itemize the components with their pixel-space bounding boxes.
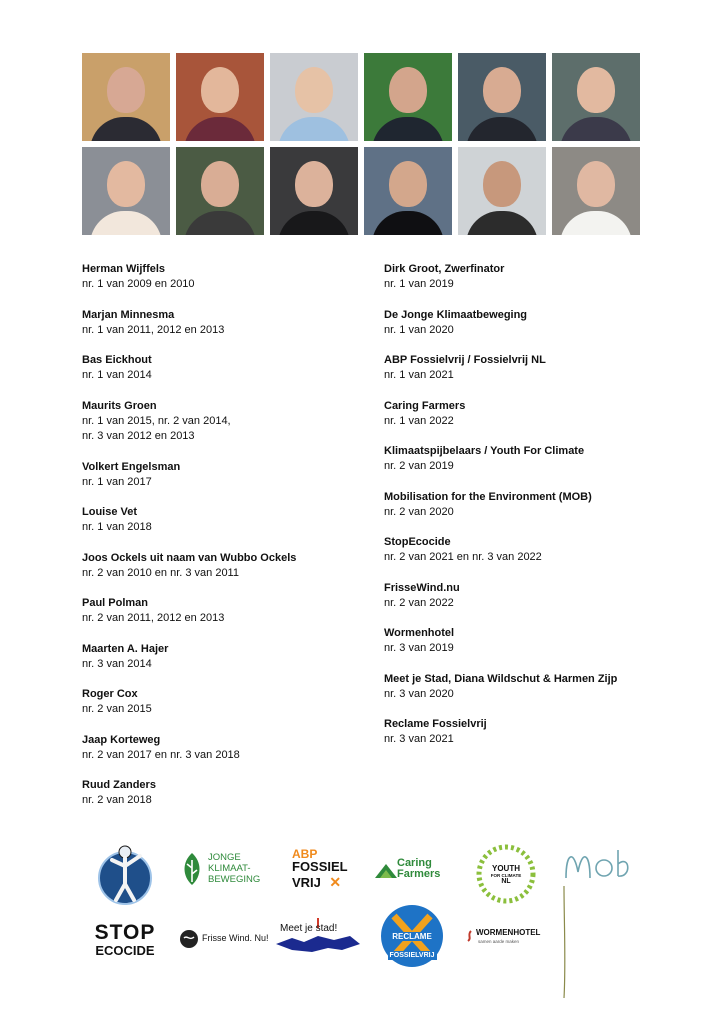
- photo-jaap-korteweg: [458, 147, 546, 235]
- laureate-entry: [82, 460, 382, 491]
- laureate-entry: [384, 399, 684, 430]
- laureate-name: Wormenhotel: [384, 627, 455, 639]
- laureate-entry: [384, 672, 684, 703]
- laureate-name: Reclame Fossielvrij: [384, 718, 487, 730]
- city-map-icon: [272, 914, 364, 956]
- logo-abp-line1: ABP: [292, 847, 318, 861]
- portrait-body: [372, 117, 444, 141]
- laureate-name: Joos Ockels uit naam van Wubbo Ockels: [82, 551, 297, 564]
- logo-stop-line2: ECOCIDE: [95, 943, 155, 958]
- photo-maarten-hajer: [270, 147, 358, 235]
- field-icon: [375, 862, 397, 878]
- laureate-ranking: nr. 2 van 2018: [82, 794, 152, 806]
- mob-wave-icon: [560, 842, 644, 1002]
- logo-jonge-line2: KLIMAAT-: [208, 863, 251, 874]
- laureate-ranking: nr. 3 van 2020: [384, 687, 454, 700]
- laureate-ranking: nr. 2 van 2019: [384, 460, 454, 472]
- reclame-fossielvrij-logo: [380, 904, 444, 968]
- logo-youth-line2: FOR CLIMATE: [490, 873, 522, 878]
- portrait-head: [295, 161, 333, 207]
- laureate-ranking: nr. 1 van 2015, nr. 2 van 2014, nr. 3 van 2012 en 2013: [82, 414, 231, 442]
- laureate-entry: [82, 399, 382, 445]
- laureate-entry: [82, 353, 382, 384]
- cross-icon: ✕: [329, 874, 342, 890]
- portrait-body: [278, 117, 350, 141]
- laureate-ranking: nr. 2 van 2010 en nr. 3 van 2011: [82, 566, 239, 579]
- portrait-grid: [82, 53, 640, 235]
- portrait-body: [90, 117, 162, 141]
- laureate-name: ABP Fossielvrij / Fossielvrij NL: [384, 354, 546, 366]
- portrait-body: [90, 211, 162, 235]
- portrait-head: [577, 161, 615, 207]
- logo-youth-line3: NL: [501, 878, 511, 885]
- laureate-name: Jaap Korteweg: [82, 733, 161, 746]
- mob-logo: [560, 842, 644, 1002]
- laureate-ranking: nr. 1 van 2014: [82, 369, 152, 381]
- photo-ruud-zanders: [552, 147, 640, 235]
- portrait-body: [278, 211, 350, 235]
- laureate-entry: [384, 535, 684, 566]
- logo-meet-text: Meet je stad!: [280, 923, 338, 934]
- laureates-column-right: [384, 262, 684, 763]
- laureate-name: Bas Eickhout: [82, 354, 152, 366]
- logo-worm-sub: samen aarde maken: [478, 939, 520, 944]
- portrait-head: [107, 161, 145, 207]
- laureate-entry: [384, 444, 684, 475]
- laureate-name: Marjan Minnesma: [82, 308, 175, 321]
- laureate-name: Klimaatspijbelaars / Youth For Climate: [384, 445, 585, 457]
- laureate-ranking: nr. 3 van 2019: [384, 642, 454, 654]
- stop-ecocide-logo: [88, 922, 162, 962]
- laureate-ranking: nr. 1 van 2021: [384, 369, 454, 381]
- portrait-body: [466, 211, 538, 235]
- laureate-entry: [82, 642, 382, 673]
- wormenhotel-logo: [466, 928, 546, 952]
- laureate-entry: [82, 733, 382, 764]
- laureate-ranking: nr. 1 van 2011, 2012 en 2013: [82, 323, 225, 336]
- laureate-entry: [82, 687, 382, 718]
- laureate-ranking: nr. 2 van 2015: [82, 703, 152, 715]
- abp-fossielvrij-logo: [292, 848, 352, 894]
- logo-jonge-line3: BEWEGING: [208, 874, 261, 885]
- portrait-body: [560, 117, 632, 141]
- caring-farmers-logo: [375, 858, 455, 882]
- photo-marjan-minnesma: [176, 53, 264, 141]
- worm-icon: [466, 930, 474, 942]
- laureate-name: StopEcocide: [384, 536, 451, 548]
- laureate-ranking: nr. 1 van 2022: [384, 414, 454, 427]
- laureate-name: Ruud Zanders: [82, 779, 156, 791]
- logo-reclame-line1: RECLAME: [392, 932, 432, 941]
- logo-reclame-line2: FOSSIELVRIJ: [389, 952, 435, 959]
- photo-volkert-engelsman: [458, 53, 546, 141]
- laureate-entry: [384, 262, 684, 293]
- laureate-ranking: nr. 2 van 2022: [384, 596, 454, 609]
- laureate-name: Herman Wijffels: [82, 263, 166, 275]
- laureate-entry: [82, 308, 382, 339]
- laureate-name: Roger Cox: [82, 688, 138, 700]
- laureate-entry: [384, 581, 684, 612]
- photo-louise-vet: [552, 53, 640, 141]
- logo-jonge-line1: JONGE: [208, 852, 241, 863]
- photo-roger-cox: [364, 147, 452, 235]
- logo-stop-line1: STOP: [94, 921, 156, 944]
- portrait-head: [201, 67, 239, 113]
- jonge-klimaatbeweging-logo: [180, 852, 270, 888]
- logo-worm-text: WORMENHOTEL: [476, 928, 541, 937]
- logo-abp-line3: VRIJ: [292, 875, 321, 890]
- laureate-name: De Jonge Klimaatbeweging: [384, 308, 528, 321]
- meet-je-stad-logo: [272, 914, 364, 956]
- laureate-name: FrisseWind.nu: [384, 581, 460, 594]
- leaf-icon: [180, 852, 204, 886]
- laureates-column-left: [82, 262, 382, 824]
- portrait-body: [466, 117, 538, 141]
- logo-frisse-text: Frisse Wind. Nu!: [202, 933, 269, 943]
- laureate-entry: [82, 551, 382, 582]
- photo-maurits-groen: [364, 53, 452, 141]
- laureate-ranking: nr. 3 van 2021: [384, 733, 454, 745]
- laureate-ranking: nr. 2 van 2011, 2012 en 2013: [82, 612, 225, 624]
- laureate-name: Caring Farmers: [384, 399, 466, 412]
- laureate-entry: [82, 262, 382, 293]
- portrait-body: [184, 211, 256, 235]
- laureate-ranking: nr. 1 van 2017: [82, 475, 152, 488]
- laureate-entry: [82, 505, 382, 536]
- laureate-ranking: nr. 3 van 2014: [82, 657, 152, 670]
- zwerfinator-logo: [96, 842, 154, 906]
- laureate-name: Maurits Groen: [82, 399, 157, 412]
- laureate-ranking: nr. 1 van 2009 en 2010: [82, 278, 195, 290]
- laureate-name: Maarten A. Hajer: [82, 642, 169, 655]
- logo-youth-line1: YOUTH: [492, 864, 520, 873]
- logo-caring-line1: Caring: [397, 857, 432, 869]
- logo-caring-line2: Farmers: [397, 868, 441, 880]
- portrait-head: [201, 161, 239, 207]
- photo-bas-eickhout: [270, 53, 358, 141]
- laureate-entry: [384, 308, 684, 339]
- portrait-head: [483, 161, 521, 207]
- laureate-name: Mobilisation for the Environment (MOB): [384, 490, 592, 503]
- laureate-ranking: nr. 1 van 2018: [82, 521, 152, 533]
- laureate-entry: [82, 778, 382, 809]
- portrait-head: [107, 67, 145, 113]
- laureate-name: Paul Polman: [82, 597, 149, 609]
- laureate-name: Meet je Stad, Diana Wildschut & Harmen Zijp: [384, 672, 618, 685]
- photo-herman-wijffels: [82, 53, 170, 141]
- portrait-head: [577, 67, 615, 113]
- photo-paul-polman: [176, 147, 264, 235]
- laureate-entry: [384, 490, 684, 521]
- laureate-ranking: nr. 1 van 2019: [384, 278, 454, 290]
- portrait-head: [483, 67, 521, 113]
- portrait-head: [295, 67, 333, 113]
- portrait-body: [372, 211, 444, 235]
- laureate-name: Louise Vet: [82, 506, 138, 518]
- portrait-body: [184, 117, 256, 141]
- laureate-entry: [82, 596, 382, 627]
- portrait-head: [389, 67, 427, 113]
- portrait-body: [560, 211, 632, 235]
- laureate-name: Volkert Engelsman: [82, 460, 181, 473]
- laureate-entry: [384, 717, 684, 748]
- portrait-head: [389, 161, 427, 207]
- youth-for-climate-logo: [474, 842, 538, 906]
- laureate-ranking: nr. 1 van 2020: [384, 323, 454, 336]
- laureate-entry: [384, 626, 684, 657]
- laureate-ranking: nr. 2 van 2017 en nr. 3 van 2018: [82, 748, 240, 761]
- frisse-wind-logo: [180, 930, 270, 950]
- wind-icon: [180, 930, 198, 948]
- laureate-name: Dirk Groot, Zwerfinator: [384, 263, 505, 275]
- photo-ockels: [82, 147, 170, 235]
- laureate-ranking: nr. 2 van 2020: [384, 505, 454, 518]
- laureate-entry: [384, 353, 684, 384]
- logo-abp-line2: FOSSIEL: [292, 859, 348, 874]
- laureate-ranking: nr. 2 van 2021 en nr. 3 van 2022: [384, 551, 542, 563]
